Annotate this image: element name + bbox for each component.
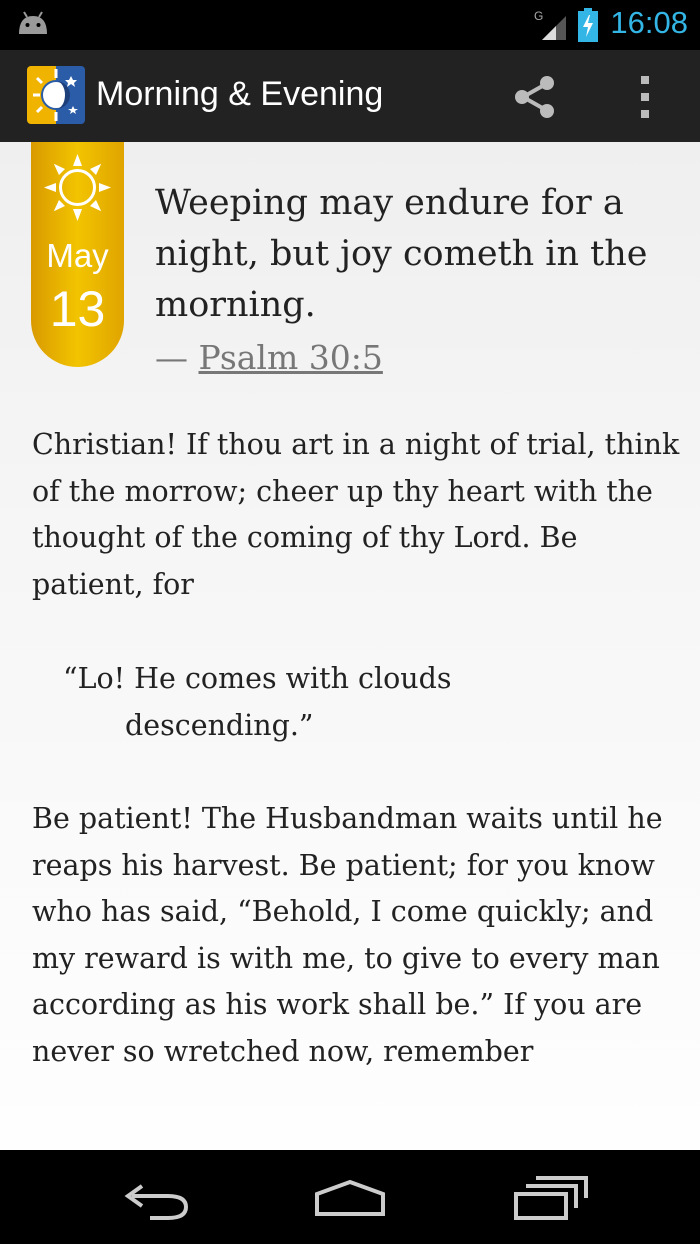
hymn-line-1: “Lo! He comes with clouds bbox=[63, 662, 452, 695]
paragraph-2: Be patient! The Husbandman waits until he reaps his harvest. Be patient; for you know who has said, “Behold, I come quickly; and my reward is with me, to give to every man according as his work shall be.” If you are never so wretched now, remember bbox=[32, 802, 663, 1068]
devotional-content[interactable] bbox=[0, 142, 700, 1150]
home-icon bbox=[317, 1182, 383, 1214]
sun-icon bbox=[44, 154, 111, 221]
navigation-bar bbox=[0, 1150, 700, 1244]
hymn-line-2: descending.” bbox=[125, 709, 314, 742]
verse-reference bbox=[155, 338, 383, 377]
network-type-label: G bbox=[534, 9, 544, 23]
action-bar bbox=[0, 50, 700, 144]
verse-text: Weeping may endure for a night, but joy cometh in the morning. bbox=[155, 183, 648, 325]
back-icon bbox=[128, 1186, 186, 1218]
back-button[interactable] bbox=[110, 1172, 200, 1222]
share-button[interactable] bbox=[506, 68, 566, 126]
app-logo-icon[interactable] bbox=[27, 66, 85, 124]
signal-icon bbox=[534, 8, 568, 42]
battery-charging-icon bbox=[578, 8, 598, 42]
status-bar bbox=[0, 0, 700, 50]
overflow-menu-button[interactable] bbox=[624, 68, 668, 126]
date-day: 13 bbox=[49, 281, 106, 337]
date-ribbon bbox=[31, 142, 124, 367]
android-icon bbox=[16, 10, 50, 36]
date-month: May bbox=[46, 237, 109, 274]
reference-dash: — bbox=[155, 338, 199, 377]
share-icon bbox=[515, 76, 554, 118]
recent-apps-button[interactable] bbox=[502, 1172, 592, 1222]
home-button[interactable] bbox=[305, 1172, 395, 1222]
status-clock: 16:08 bbox=[610, 5, 688, 40]
verse-reference-link[interactable]: Psalm 30:5 bbox=[198, 338, 383, 377]
overflow-menu-icon bbox=[641, 76, 649, 118]
app-title: Morning & Evening bbox=[96, 75, 384, 113]
paragraph-1: Christian! If thou art in a night of trial, think of the morrow; cheer up thy heart with the thought of the coming of thy Lord. Be patient, for bbox=[32, 428, 680, 601]
recent-apps-icon bbox=[516, 1178, 586, 1218]
